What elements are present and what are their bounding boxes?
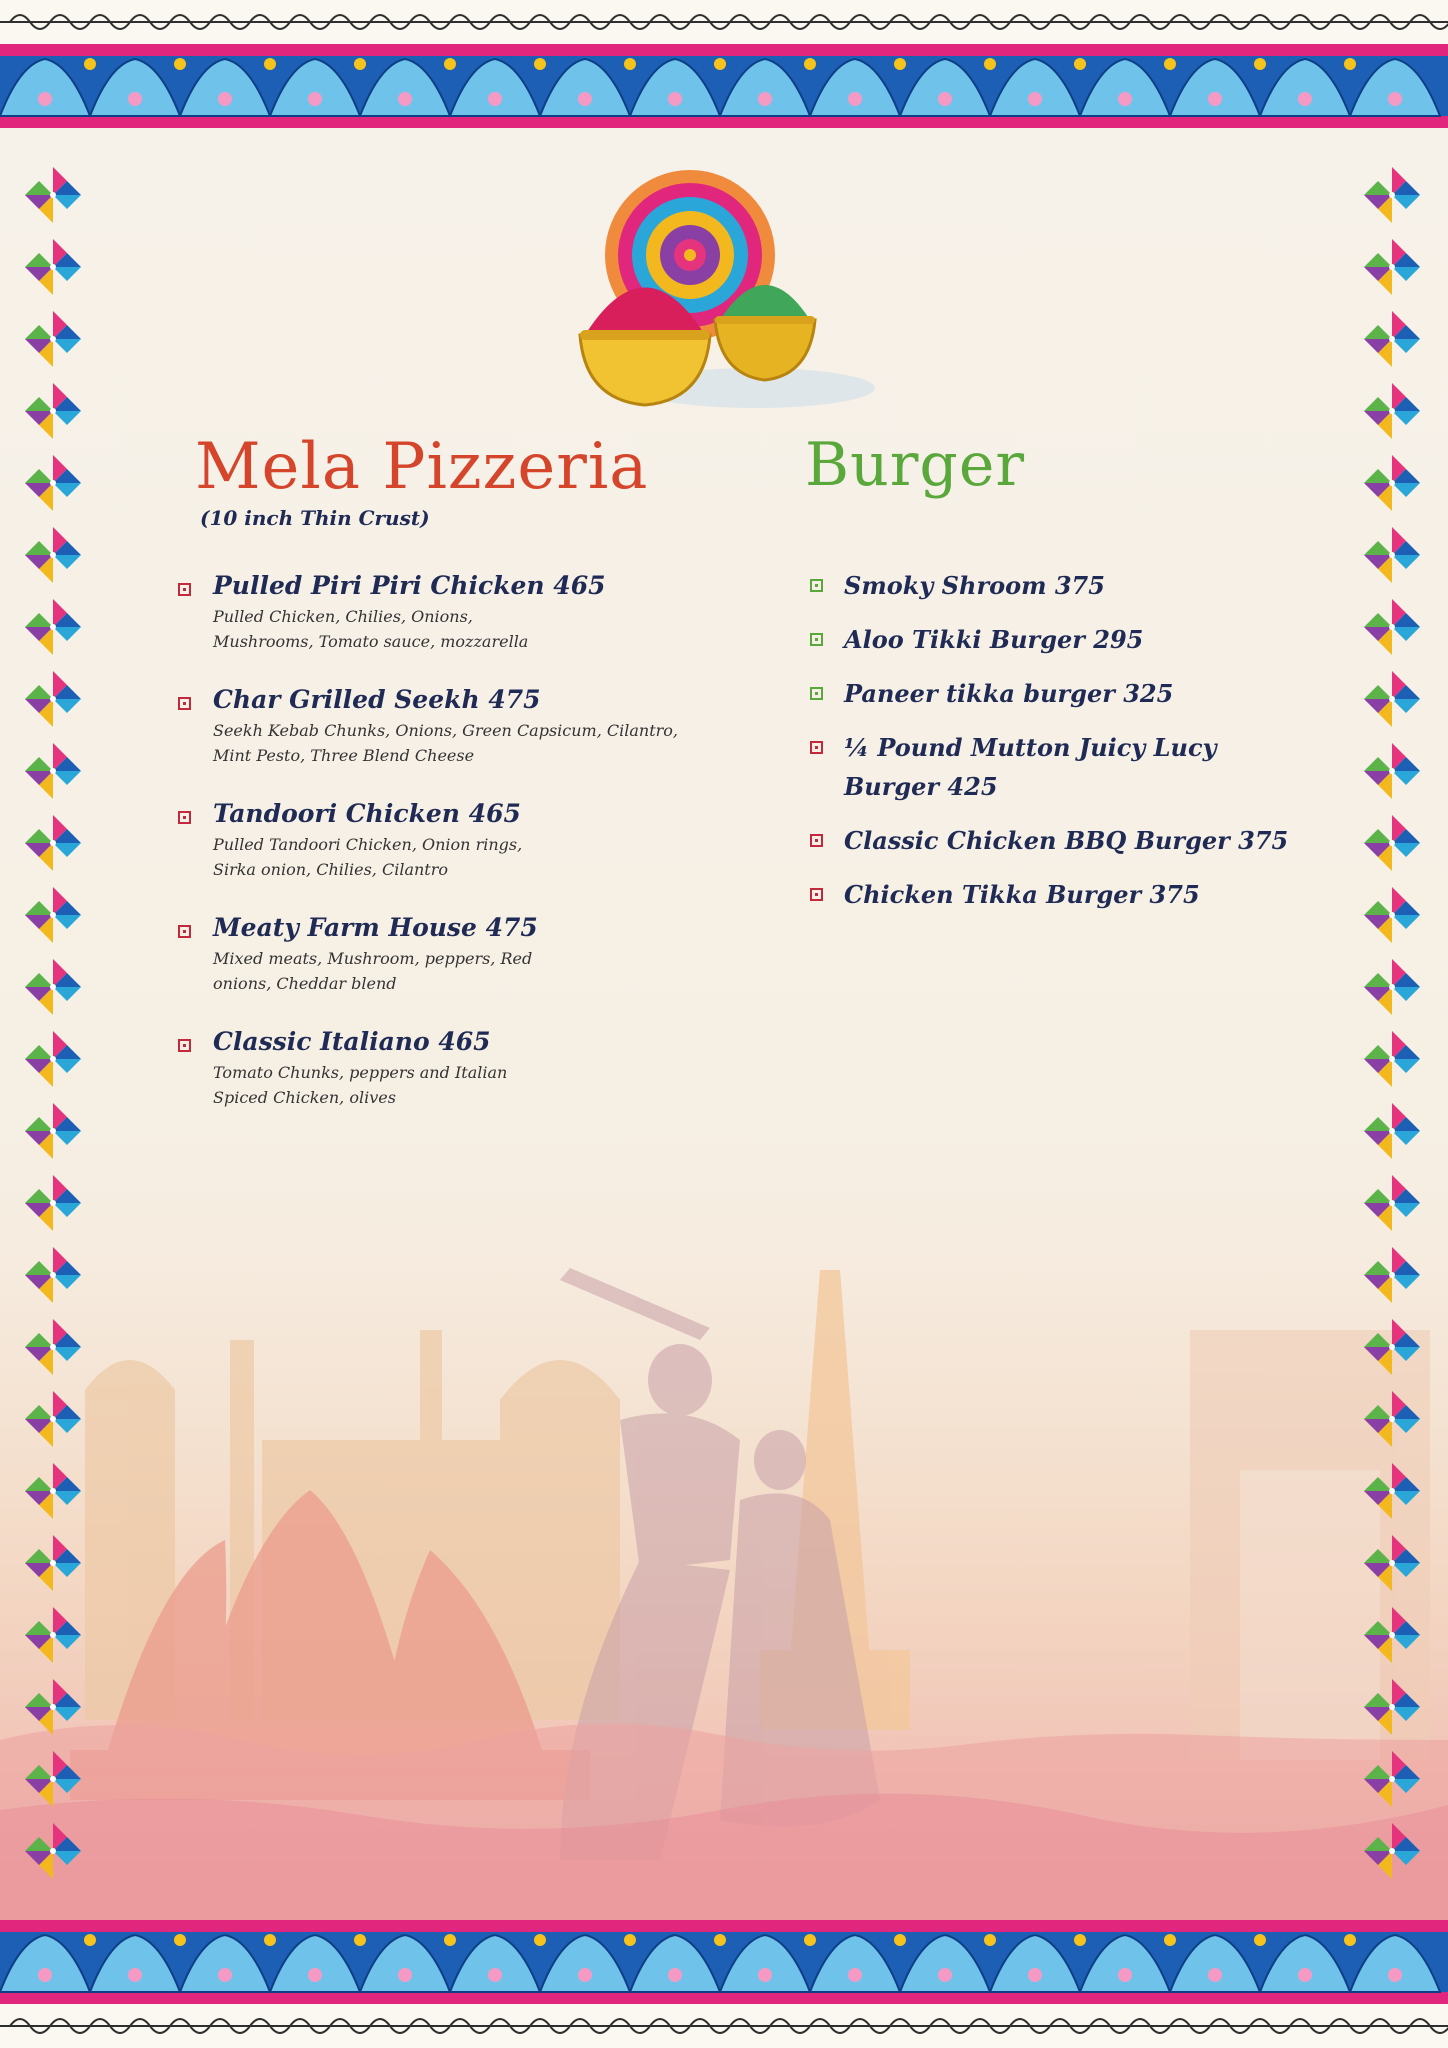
pizzeria-section-title: Mela Pizzeria (195, 430, 649, 504)
pizza-item-desc: Tomato Chunks, peppers and Italian (213, 1063, 508, 1082)
pinwheel-icon-column-left (18, 155, 98, 1895)
swirl-border-top (0, 0, 1448, 44)
pizza-item-desc: onions, Cheddar blend (213, 974, 397, 993)
india-skyline-illustration (0, 1240, 1448, 1920)
burger-item-name: Aloo Tikki Burger 295 (844, 625, 1144, 654)
burger-item-name: Classic Chicken BBQ Burger 375 (844, 826, 1289, 855)
pizzeria-subtitle: (10 inch Thin Crust) (200, 506, 430, 530)
nonveg-bullet-icon (810, 888, 823, 901)
burger-item-name: Paneer tikka burger 325 (844, 679, 1174, 708)
pizza-item (178, 1024, 507, 1110)
burger-item-name-continued: Burger 425 (844, 772, 998, 801)
pizza-item (178, 910, 538, 996)
burger-item (810, 875, 1200, 914)
lotus-border-top (0, 44, 1448, 128)
nonveg-bullet-icon (178, 583, 191, 596)
veg-bullet-icon (810, 633, 823, 646)
pizza-item-desc: Mushrooms, Tomato sauce, mozzarella (213, 632, 529, 651)
burger-item (810, 620, 1143, 659)
swirl-border-bottom (0, 2004, 1448, 2048)
pizza-item-desc: Sirka onion, Chilies, Cilantro (213, 860, 448, 879)
pizza-item-name: Classic Italiano 465 (213, 1027, 491, 1056)
burger-item-name: Chicken Tikka Burger 375 (844, 880, 1200, 909)
pizza-item-name: Pulled Piri Piri Chicken 465 (213, 571, 606, 600)
veg-bullet-icon (810, 687, 823, 700)
pizza-item (178, 796, 522, 882)
veg-bullet-icon (810, 579, 823, 592)
nonveg-bullet-icon (178, 1039, 191, 1052)
burger-section-title: Burger (805, 430, 1026, 500)
pizza-item (178, 568, 605, 654)
burger-item-name: Smoky Shroom 375 (844, 571, 1105, 600)
burger-item (810, 566, 1105, 605)
pizza-item (178, 682, 678, 768)
nonveg-bullet-icon (178, 697, 191, 710)
pinwheel-icon-column-right (1352, 155, 1432, 1895)
pizza-item-name: Tandoori Chicken 465 (213, 799, 521, 828)
nonveg-bullet-icon (810, 741, 823, 754)
lotus-border-bottom (0, 1920, 1448, 2004)
pizza-item-desc: Pulled Tandoori Chicken, Onion rings, (213, 835, 523, 854)
burger-item (810, 674, 1173, 713)
pizza-item-desc: Seekh Kebab Chunks, Onions, Green Capsicum, Cilantro, (213, 721, 679, 740)
pizza-item-desc: Pulled Chicken, Chilies, Onions, (213, 607, 473, 626)
burger-item-name: ¼ Pound Mutton Juicy Lucy (844, 733, 1217, 762)
nonveg-bullet-icon (178, 925, 191, 938)
burger-item (810, 728, 1217, 806)
nonveg-bullet-icon (810, 834, 823, 847)
pizza-item-name: Meaty Farm House 475 (213, 913, 538, 942)
burger-item (810, 821, 1288, 860)
pizza-item-desc: Spiced Chicken, olives (213, 1088, 396, 1107)
holi-color-bowls-illustration (555, 170, 895, 420)
nonveg-bullet-icon (178, 811, 191, 824)
pizza-item-name: Char Grilled Seekh 475 (213, 685, 541, 714)
pizza-item-desc: Mint Pesto, Three Blend Cheese (213, 746, 475, 765)
pizza-item-desc: Mixed meats, Mushroom, peppers, Red (213, 949, 533, 968)
